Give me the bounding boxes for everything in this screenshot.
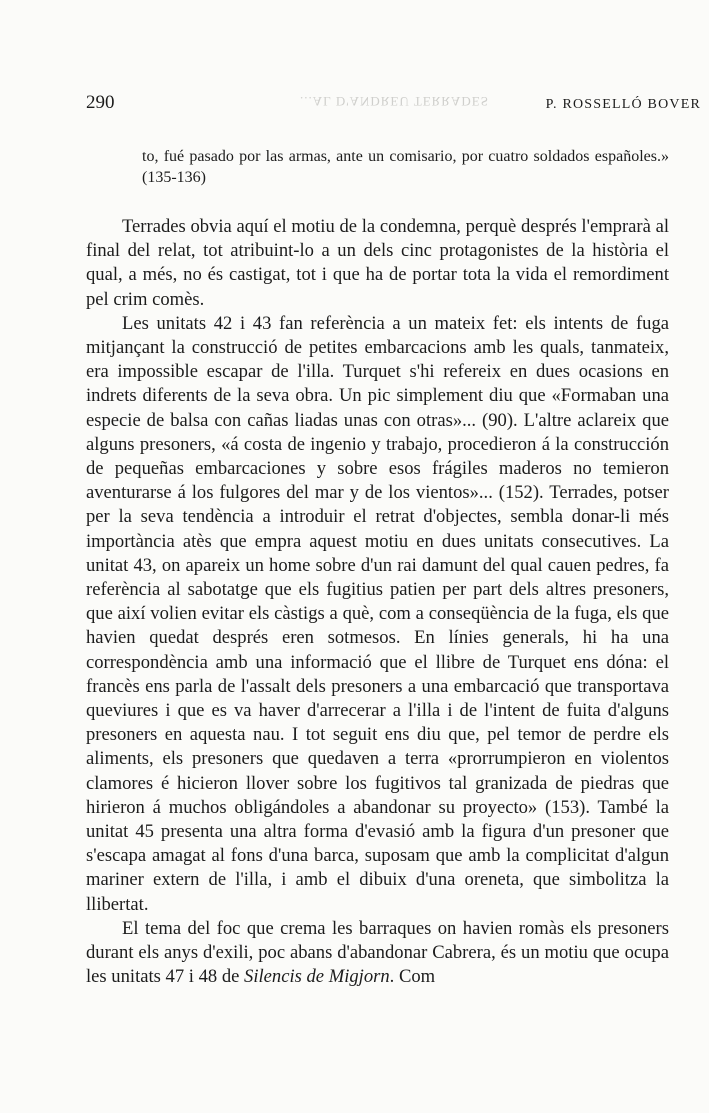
bleed-through-text: ...AL D'ANDREU TERRADES (300, 94, 489, 109)
page-number: 290 (86, 92, 115, 113)
body-text (86, 215, 669, 990)
paragraph-2: Les unitats 42 i 43 fan referència a un mateix fet: els intents de fuga mitjançant la construcció de petites embarcacions amb les quals, tanmateix, era impossible escapar de l'illa. Turquet s'hi refereix en dues ocasions en indrets diferents de la seva obra. Un pic simplement diu que «Formaban una especie de balsa con cañas liadas unas con otras»... (90). L'altre aclareix que alguns presoners, «á costa de ingenio y trabajo, procedieron á la construcción de pequeñas embarcaciones y sobre esos frágiles maderos no temieron aventurarse á los fulgores del mar y de los vientos»... (152). Terrades, potser per la seva tendència a introduir el retrat d'objectes, sembla donar-li més importància atès que empra aquest motiu en dues unitats consecutives. La unitat 43, on apareix un home sobre d'un rai damunt del qual cauen pedres, fa referència al sabotatge que els fugitius patien per part dels altres presoners, que així volien evitar els càstigs a què, com a conseqüència de la fuga, els que havien quedat després eren sotmesos. En línies generals, hi ha una correspondència amb una informació que el llibre de Turquet ens dóna: el francès ens parla de l'assalt dels presoners a una embarcació que transportava queviures i que es va haver d'arrecerar a l'illa i de l'intent de fuita d'alguns presoners en aquesta nau. I tot seguit ens diu que, pel temor de perdre els aliments, els presoners que quedaven a terra «prorrumpieron en violentos clamores é hicieron llover sobre los fugitivos tal granizada de piedras que hirieron á muchos obligándoles a abandonar su proyecto» (153). També la unitat 45 presenta una altra forma d'evasió amb la figura d'un presoner que s'escapa amagat al fons d'una barca, suposam que amb la complicitat d'algun mariner extern de l'illa, i amb el dibuix d'una oreneta, que simbolitza la llibertat. (86, 312, 669, 915)
running-head: P. ROSSELLÓ BOVER (545, 97, 701, 112)
paragraph-3 (86, 917, 669, 990)
book-title: Silencis de Migjorn (244, 966, 390, 988)
paragraph-3-text: El tema del foc que crema les barraques on havien romàs els presoners durant els anys d'exili, poc abans d'abandonar Cabrera, és un motiu que ocupa les unitats 47 i 48 de (86, 917, 669, 988)
block-quote: to, fué pasado por las armas, ante un comisario, por cuatro soldados españoles.» (135-136) (142, 148, 669, 186)
paragraph-1: Terrades obvia aquí el motiu de la condemna, perquè després l'emprarà al final del relat, tot atribuint-lo a un dels cinc protagonistes de la història el qual, a més, no és castigat, tot i que ha de portar tota la vida el remordiment pel crim comès. (86, 216, 669, 310)
paragraph-3-end: . Com (389, 966, 436, 988)
page-header (86, 92, 701, 120)
